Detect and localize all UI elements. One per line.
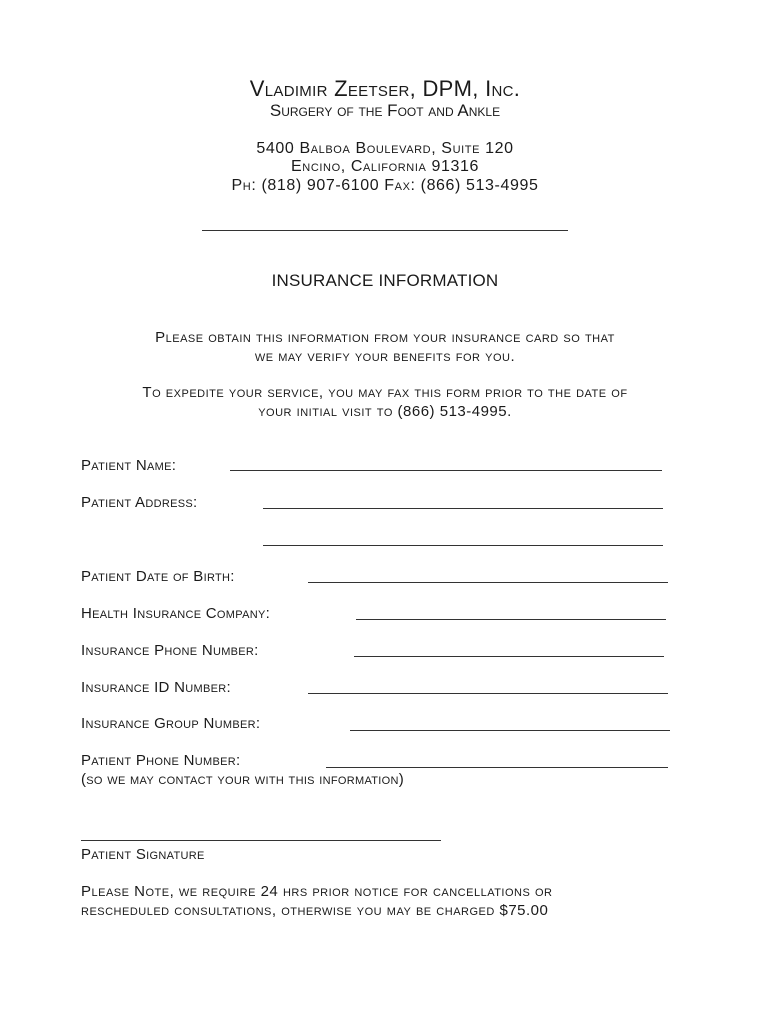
patient-address-field-1[interactable] xyxy=(263,508,663,509)
insurance-phone-field[interactable] xyxy=(354,656,664,657)
insurance-id-field[interactable] xyxy=(308,693,668,694)
practice-name: Vladimir Zeetser, DPM, Inc. xyxy=(249,76,521,101)
patient-address-field-2[interactable] xyxy=(263,545,663,546)
health-insurance-company-field[interactable] xyxy=(356,619,666,620)
address-line-2: Encino, California 91316 xyxy=(291,158,479,175)
patient-address-label: Patient Address: xyxy=(81,494,198,511)
insurance-id-label: Insurance ID Number: xyxy=(81,679,231,696)
header-divider xyxy=(202,230,568,231)
practice-specialty: Surgery of the Foot and Ankle xyxy=(269,101,501,120)
patient-dob-label: Patient Date of Birth: xyxy=(81,568,235,585)
form-title: INSURANCE INFORMATION xyxy=(271,271,499,290)
patient-phone-label: Patient Phone Number: xyxy=(81,752,241,769)
cancellation-note-line-2: rescheduled consultations, otherwise you may be charged $75.00 xyxy=(81,902,549,919)
patient-name-field[interactable] xyxy=(230,470,662,471)
cancellation-note-line-1: Please Note, we require 24 hrs prior notice for cancellations or xyxy=(81,883,553,900)
instruction-2-line-2: your initial visit to (866) 513-4995. xyxy=(258,403,512,420)
patient-signature-field[interactable] xyxy=(81,840,441,841)
patient-name-label: Patient Name: xyxy=(81,457,177,474)
insurance-group-label: Insurance Group Number: xyxy=(81,715,261,732)
instruction-1-line-2: we may verify your benefits for you. xyxy=(254,348,516,365)
health-insurance-company-label: Health Insurance Company: xyxy=(81,605,271,622)
insurance-phone-label: Insurance Phone Number: xyxy=(81,642,259,659)
phone-fax-line: Ph: (818) 907-6100 Fax: (866) 513-4995 xyxy=(231,177,539,194)
address-line-1: 5400 Balboa Boulevard, Suite 120 xyxy=(256,140,514,157)
instruction-2-line-1: To expedite your service, you may fax this form prior to the date of xyxy=(142,384,628,401)
patient-signature-label: Patient Signature xyxy=(81,846,205,863)
instruction-1-line-1: Please obtain this information from your insurance card so that xyxy=(155,329,615,346)
patient-phone-note: (so we may contact your with this information) xyxy=(81,771,405,788)
insurance-group-field[interactable] xyxy=(350,730,670,731)
patient-dob-field[interactable] xyxy=(308,582,668,583)
patient-phone-field[interactable] xyxy=(326,767,668,768)
